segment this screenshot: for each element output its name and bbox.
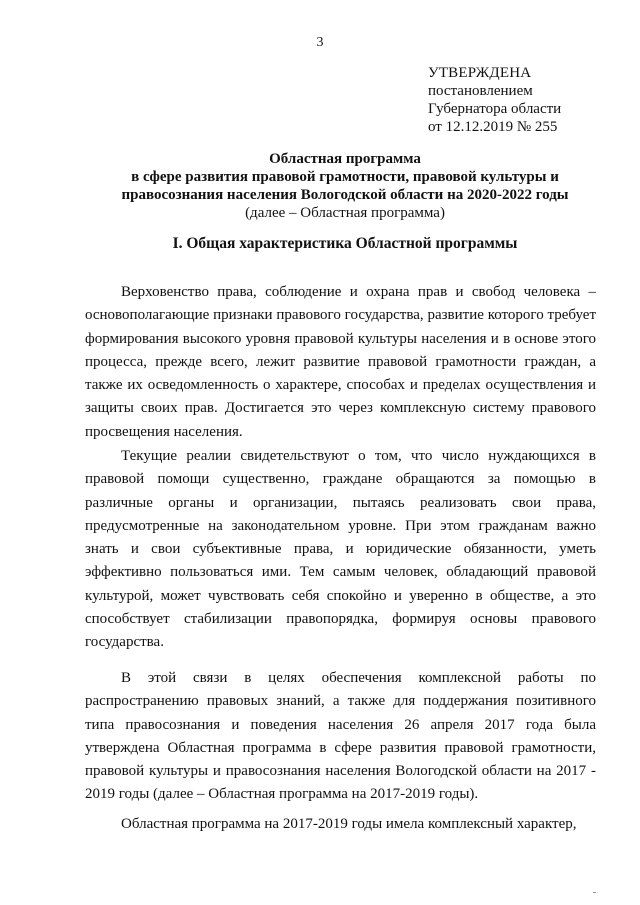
approval-stamp-title: УТВЕРЖДЕНА (428, 65, 532, 81)
body-paragraph: Текущие реалии свидетельствуют о том, что число нуждающихся в правовой помощи существенно, граждане обращаются за помощью в различные органы и организации, пытаясь реализовать свои права, предусмотренные на законодательном уровне. При этом гражданам важно знать и свои субъективные права, и юридические обязанности, уметь эффективно пользоваться ими. Тем самым человек, обладающий правовой культурой, может чувствовать себя спокойно и уверенно в обществе, а это способствует стабилизации правопорядка, формируя основы правового государства. (85, 448, 596, 651)
title-line: в сфере развития правовой грамотности, правовой культуры и (131, 169, 559, 185)
approval-stamp-block (428, 64, 561, 136)
title-line: правосознания населения Вологодской области на 2020-2022 годы (121, 187, 569, 203)
approval-line: Губернатора области (428, 101, 562, 117)
approval-date-number: от 12.12.2019 № 255 (428, 119, 558, 135)
scan-mark (593, 892, 596, 893)
page-number: 3 (316, 35, 324, 50)
title-line: Областная программа (269, 151, 421, 167)
body-paragraph: Областная программа на 2017-2019 годы имела комплексный характер, (121, 816, 577, 832)
title-subline: (далее – Областная программа) (245, 205, 445, 221)
approval-line: постановлением (428, 83, 533, 99)
body-paragraph: В этой связи в целях обеспечения комплексной работы по распространению правовых знаний, а также для поддержания позитивного типа правосознания и поведения населения 26 апреля 2017 года была утверждена Областная программа в сфере развития правовой грамотности, правовой культуры и правосознания населения Вологодской области на 2017 - 2019 годы (далее – Областная программа на 2017-2019 годы). (85, 670, 596, 803)
document-title (60, 150, 630, 222)
section-heading: I. Общая характеристика Областной программы (172, 235, 518, 252)
body-paragraph: Верховенство права, соблюдение и охрана прав и свобод человека – основополагающие признаки правового государства, развитие которого требует формирования высокого уровня правовой культуры населения и в основе этого процесса, прежде всего, лежит развитие правовой грамотности граждан, а также их осведомленность о характере, способах и пределах осуществления и защиты своих прав. Достигается это через комплексную систему правового просвещения населения. (85, 284, 596, 440)
